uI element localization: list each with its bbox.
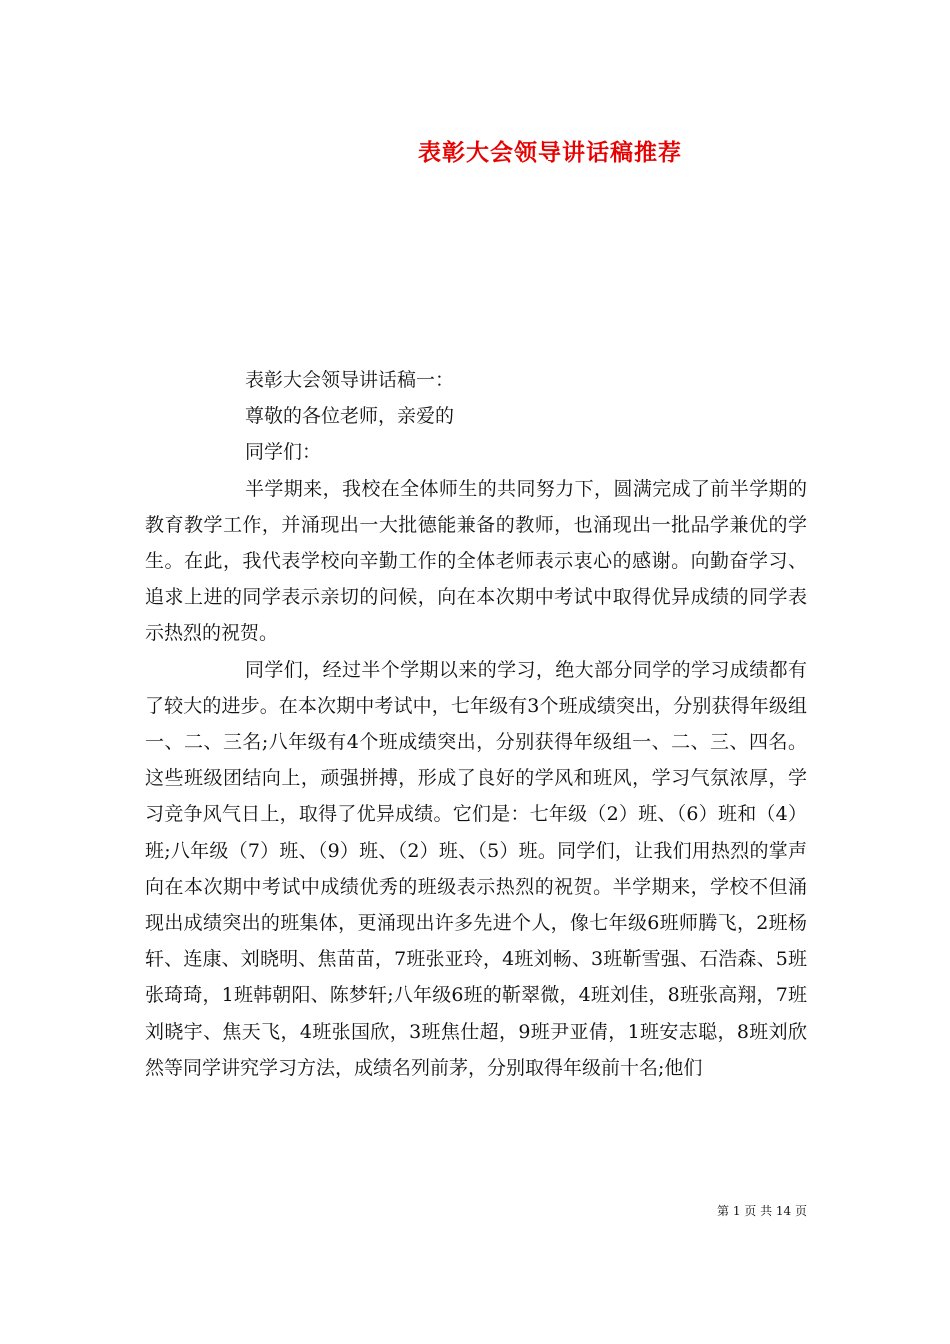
paragraph-1: 半学期来，我校在全体师生的共同努力下，圆满完成了前半学期的教育教学工作，并涌现出一大批德能兼备的教师，也涌现出一批品学兼优的学生。在此，我代表学校向辛勤工作的全体老师表示衷心的感谢。向勤奋学习、追求上进的同学表示亲切的问候，向在本次期中考试中取得优异成绩的同学表示热烈的祝贺。	[145, 477, 807, 645]
page-number-footer: 第 1 页 共 14 页	[717, 1204, 807, 1218]
salutation-line-2: 同学们：	[245, 441, 322, 464]
speech-heading: 表彰大会领导讲话稿一：	[245, 369, 455, 391]
salutation-line-1: 尊敬的各位老师，亲爱的	[245, 405, 455, 428]
document-body	[145, 362, 807, 1086]
document-title: 表彰大会领导讲话稿推荐	[418, 140, 682, 166]
paragraph-2: 同学们，经过半个学期以来的学习，绝大部分同学的学习成绩都有了较大的进步。在本次期中考试中，七年级有3个班成绩突出，分别获得年级组一、二、三名;八年级有4个班成绩突出，分别获得年级组一、二、三、四名。这些班级团结向上，顽强拼搏，形成了良好的学风和班风，学习气氛浓厚，学习竞争风气日上，取得了优异成绩。它们是：七年级（2）班、（6）班和（4）班;八年级（7）班、（9）班、（2）班、（5）班。同学们，让我们用热烈的掌声向在本次期中考试中成绩优秀的班级表示热烈的祝贺。半学期来，学校不但涌现出成绩突出的班集体，更涌现出许多先进个人，像七年级6班师腾飞，2班杨轩、连康、刘晓明、焦苗苗，7班张亚玲，4班刘畅、3班靳雪强、石浩森、5班张琦琦，1班韩朝阳、陈梦轩;八年级6班的靳翠微，4班刘佳，8班张高翔，7班刘晓宇、焦天飞，4班张国欣，3班焦仕超，9班尹亚倩，1班安志聪，8班刘欣然等同学讲究学习方法，成绩名列前茅，分别取得年级前十名;他们	[145, 658, 807, 1079]
